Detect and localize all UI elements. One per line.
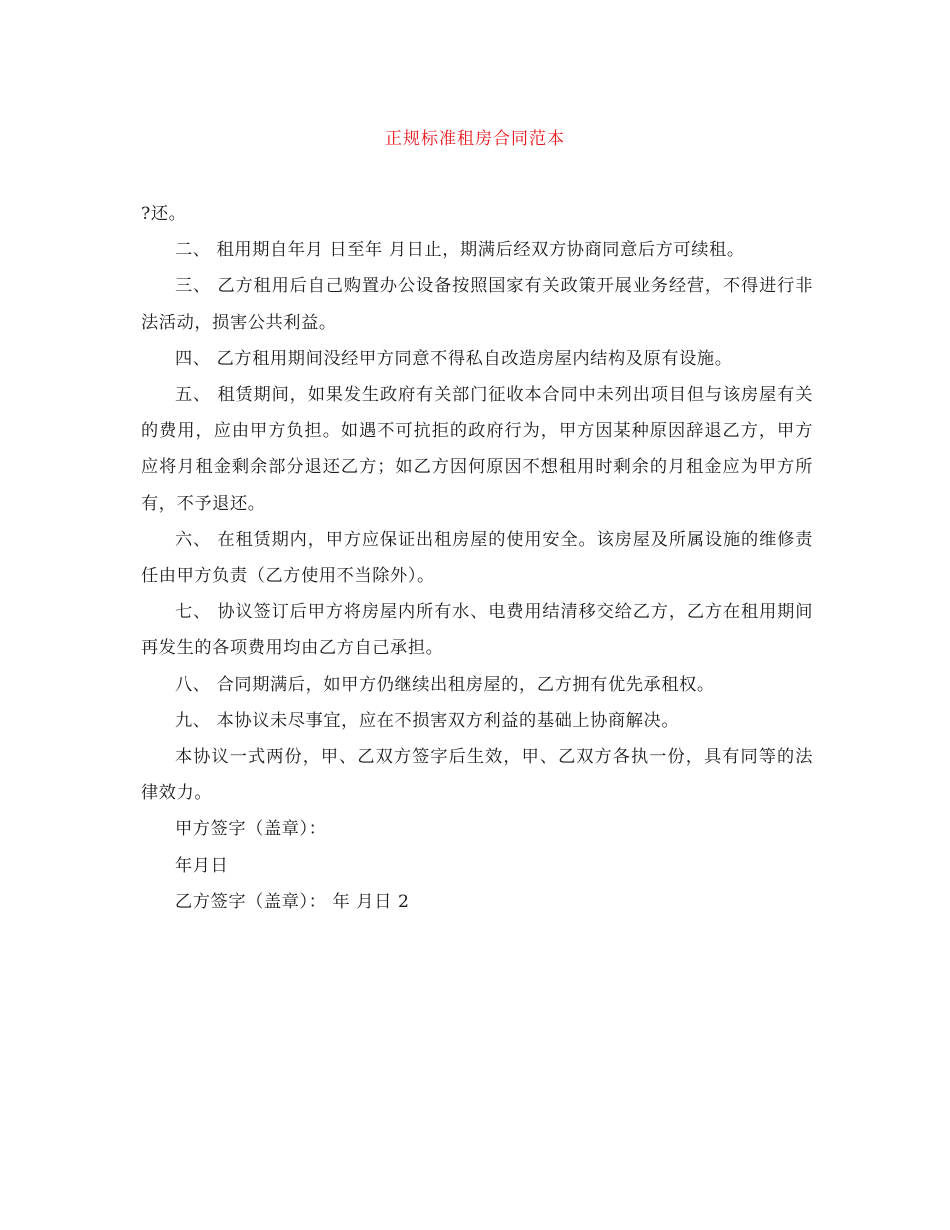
clause-4: 四、 乙方租用期间没经甲方同意不得私自改造房屋内结构及原有设施。 [175,348,733,369]
clause-8: 八、 合同期满后，如甲方仍继续出租房屋的，乙方拥有优先承租权。 [175,674,715,695]
clause-3: 三、 乙方租用后自己购置办公设备按照国家有关政策开展业务经营，不得进行非法活动，损害公共利益。 [141,276,813,333]
clause-6: 六、 在租赁期内，甲方应保证出租房屋的使用安全。该房屋及所属设施的维修责任由甲方负责（乙方使用不当除外）。 [141,529,813,587]
clause-5: 五、 租赁期间，如果发生政府有关部门征收本合同中未列出项目但与该房屋有关的费用，应由甲方负担。如遇不可抗拒的政府行为，甲方因某种原因辞退乙方，甲方应将月租金剩余部分退还乙方；如乙方因何原因不想租用时剩余的月租金应为甲方所有，不予退还。 [141,385,813,514]
clause-2: 二、 租用期自年月 日至年 月日止，期满后经双方协商同意后方可续租。 [175,240,745,261]
clause-9: 九、 本协议未尽事宜，应在不损害双方利益的基础上协商解决。 [175,710,680,731]
document-title: 正规标准租房合同范本 [385,129,565,149]
document-body [141,196,813,920]
continuation-text: ?还。 [141,204,187,224]
closing-paragraph: 本协议一式两份，甲、乙双方签字后生效，甲、乙双方各执一份，具有同等的法律效力。 [141,747,813,804]
clause-7: 七、 协议签订后甲方将房屋内所有水、电费用结清移交给乙方，乙方在租用期间再发生的各项费用均由乙方自己承担。 [141,602,813,659]
party-a-signature-line: 甲方签字（盖章）： [175,819,327,840]
party-b-signature-line: 乙方签字（盖章）： 年 月日 2 [175,891,410,912]
party-a-date-line: 年月日 [175,855,229,876]
